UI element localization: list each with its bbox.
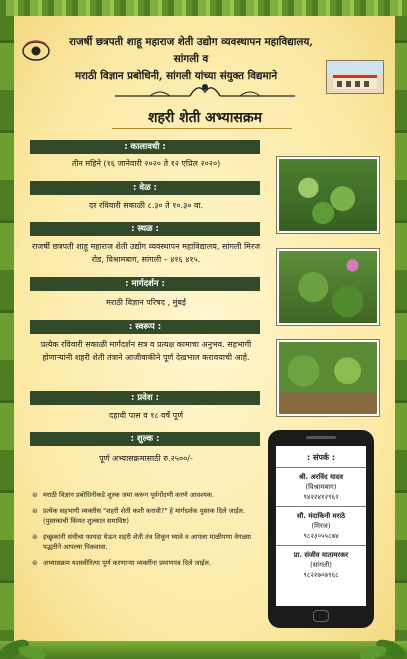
decorative-ornament xyxy=(110,78,300,104)
contact-heading: : संपर्क : xyxy=(276,446,366,468)
contact-place: (मिरज) xyxy=(311,522,331,530)
contact-card xyxy=(276,546,366,584)
contact-phone-graphic xyxy=(268,430,374,628)
section-head-fee: : शुल्क : xyxy=(30,432,260,446)
college-building-photo xyxy=(326,60,384,94)
section-body-admission: दहावी पास व १८ वर्षे पूर्ण xyxy=(109,411,183,420)
section-head-venue: : स्थळ : xyxy=(30,222,260,236)
contact-place: (विश्रामबाग) xyxy=(305,483,337,491)
bullet-icon: ⊛ xyxy=(32,491,38,499)
header-line-1: राजर्षी छत्रपती शाहू महाराज शेती उद्योग व्यवस्थापन महाविद्यालय, सांगली व xyxy=(69,36,313,65)
bamboo-border-top xyxy=(0,0,407,16)
leaves-decoration-left-icon xyxy=(0,619,60,659)
title-underline xyxy=(112,128,292,129)
note-item: ⊛ इच्छुकांनी संधीचा फायदा घेऊन शहरी शेती तंत्र शिकून घ्यावे व आपला माळीपणा वेगळ्या पद्धतीने आपल्या पिकवावा. xyxy=(32,533,252,551)
page-title: शहरी शेती अभ्यासक्रम xyxy=(147,110,263,126)
contact-name: श्री. अरविंद यादव xyxy=(298,473,344,481)
bullet-icon: ⊛ xyxy=(32,533,38,541)
section-head-time: : वेळ : xyxy=(30,181,260,195)
section-body-time: दर रविवारी सकाळी ८.३० ते १०.३० वा. xyxy=(88,201,204,210)
note-item: ⊛ प्रत्येक सहभागी व्यक्तीस "शहरी शेती कशी करावी?" हे मार्गदर्शक पुस्तक दिले जाईल. (पुस्तकाची किंमत शुल्कात समाविष्ट) xyxy=(32,507,245,525)
section-head-guidance: : मार्गदर्शन : xyxy=(30,277,260,291)
contact-phone[interactable]: ९४२२४१२९६२ xyxy=(303,493,339,501)
phone-speaker-icon xyxy=(306,436,336,439)
notes-list xyxy=(32,490,264,574)
leaves-decoration-right-icon xyxy=(347,619,407,659)
contact-panel xyxy=(276,446,366,606)
contact-card xyxy=(276,468,366,507)
section-body-duration: तीन महिने (१६ जानेवारी २०२० ते १२ एप्रिल २०२०) xyxy=(71,159,221,168)
section-head-admission: : प्रवेश : xyxy=(30,391,260,405)
section-body-guidance: मराठी विज्ञान परिषद , मुंबई xyxy=(106,298,186,307)
bullet-icon: ⊛ xyxy=(32,507,38,515)
contact-place: (सांगली) xyxy=(310,561,332,569)
plant-photo-flowering xyxy=(277,249,379,325)
bullet-icon: ⊛ xyxy=(32,559,38,567)
contact-card xyxy=(276,507,366,546)
section-body-venue: राजर्षी छत्रपती शाहू महाराज शेती उद्योग व्यवस्थापन महाविद्यालय, सांगली मिरज रोड, विश्रामबाग, सांगली – ४१६ ४१५. xyxy=(31,242,261,264)
plant-photo-vines xyxy=(277,340,379,416)
section-body-fee: पूर्ण अभ्यासक्रमासाठी रु.२५००/- xyxy=(99,454,193,463)
phone-home-button-icon xyxy=(313,610,329,622)
contact-phone[interactable]: ९८२२७०७९६८ xyxy=(303,571,339,579)
contact-phone[interactable]: ९८२३०५५८७४ xyxy=(303,532,339,540)
note-item: ⊛ अभ्यासक्रम यशस्वीरित्या पूर्ण करणाऱ्या व्यक्तींना प्रमाणपत्र दिले जाईल. xyxy=(32,559,211,567)
bamboo-border-left xyxy=(0,0,14,659)
section-body-format: प्रत्येक रविवारी सकाळी मार्गदर्शन सत्र व प्रत्यक्ष कामाचा अनुभव. सहभागी होणाऱ्यांनी शहरी शेती तंत्राने आजीवाकीने पूर्ण देखभाल करावयाची आहे. xyxy=(40,340,252,362)
contact-name: सौ. मंदाकिनी मराठे xyxy=(296,512,346,520)
section-head-duration: : कालावधी : xyxy=(30,140,260,154)
bamboo-border-bottom xyxy=(0,641,407,659)
header-line-2: मराठी विज्ञान प्रबोधिनी, सांगली यांच्या संयुक्त विद्यमाने xyxy=(74,70,278,82)
section-head-format: : स्वरूप : xyxy=(30,320,260,334)
note-item: ⊛ मराठी विज्ञान प्रबोधिनीकडे शुल्क जमा करून पूर्वनोंदणी करणे आवश्यक. xyxy=(32,491,214,499)
plant-photo-leafy-greens xyxy=(277,157,379,233)
contact-name: प्रा. संजीव मातामरकर xyxy=(293,551,349,559)
bamboo-border-right xyxy=(395,0,407,659)
